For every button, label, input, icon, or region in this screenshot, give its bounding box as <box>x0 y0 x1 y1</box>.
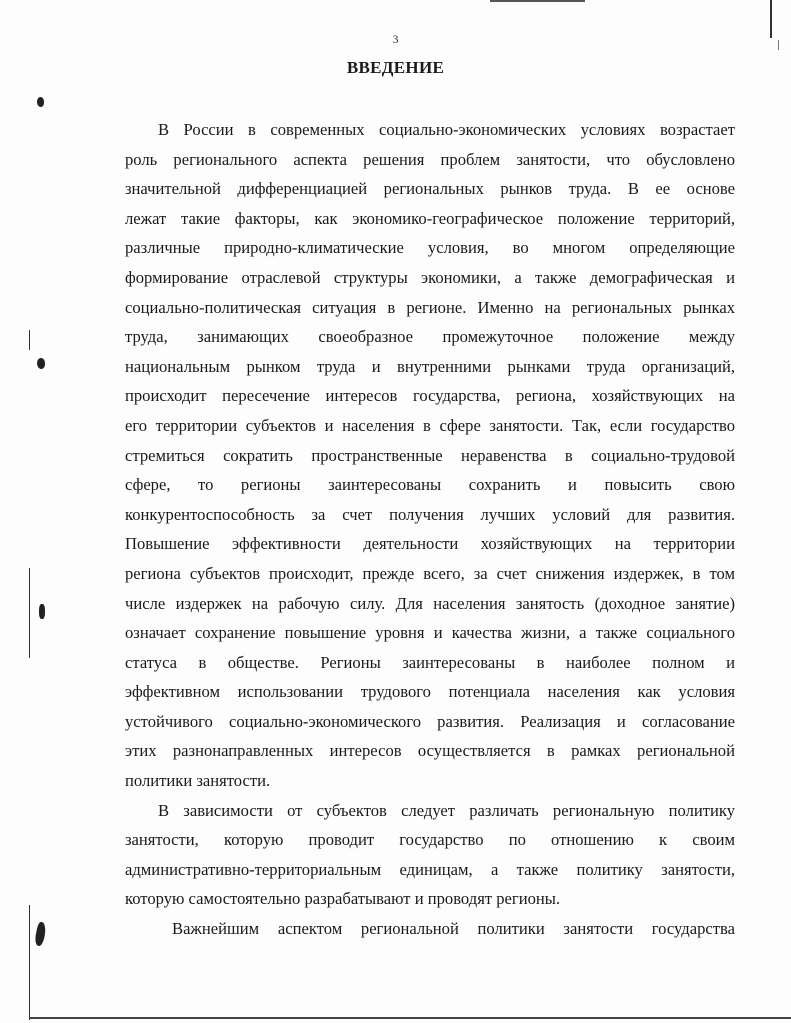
text-line: региона субъектов происходит, прежде всего, за счет снижения издержек, в том <box>125 563 735 583</box>
text-line: роль регионального аспекта решения проблем занятости, что обусловлено <box>125 149 735 169</box>
text-line: различные природно-климатические условия, во многом определяющие <box>125 238 735 258</box>
text-line: занятости, которую проводит государство по отношению к своим <box>125 830 735 850</box>
text-line: административно-территориальным единицам, а также политику занятости, <box>125 859 735 879</box>
text-line: эффективном использовании трудового потенциала населения как условия <box>125 682 735 702</box>
text-line: означает сохранение повышение уровня и качества жизни, а также социального <box>125 623 735 643</box>
text-line: конкурентоспособность за счет получения лучших условий для развития. <box>125 504 735 524</box>
scan-artifact-bottom-line <box>30 1017 791 1019</box>
text-line: В зависимости от субъектов следует различать региональную политику <box>158 800 735 820</box>
text-line: происходит пересечение интересов государства, региона, хозяйствующих на <box>125 386 735 406</box>
text-line: статуса в обществе. Регионы заинтересованы в наиболее полном и <box>125 652 735 672</box>
body-text <box>125 115 735 944</box>
text-line: числе издержек на рабочую силу. Для населения занятость (доходное занятие) <box>125 593 735 613</box>
text-line: устойчивого социально-экономического развития. Реализация и согласование <box>125 711 735 731</box>
text-line: политики занятости. <box>125 771 271 791</box>
scan-artifact-top-line <box>490 0 585 2</box>
text-line: лежат такие факторы, как экономико-географическое положение территорий, <box>125 208 735 228</box>
text-line: этих разнонаправленных интересов осуществляется в рамках региональной <box>125 741 735 761</box>
text-line: формирование отраслевой структуры экономики, а также демографическая и <box>125 267 735 287</box>
text-line: сфере, то регионы заинтересованы сохранить и повысить свою <box>125 475 735 495</box>
text-line: Повышение эффективности деятельности хозяйствующих на территории <box>125 534 735 554</box>
text-line: труда, занимающих своеобразное промежуточное положение между <box>125 327 735 347</box>
paragraph <box>125 914 735 944</box>
text-line: его территории субъектов и населения в сфере занятости. Так, если государство <box>125 415 735 435</box>
text-line: значительной дифференциацией региональных рынков труда. В ее основе <box>125 179 735 199</box>
binding-hole-mark <box>37 97 44 107</box>
binding-hole-mark <box>34 921 48 946</box>
text-line: национальным рынком труда и внутренними рынками труда организаций, <box>125 356 735 376</box>
text-line: В России в современных социально-экономических условиях возрастает <box>158 120 735 139</box>
text-line: Важнейшим аспектом региональной политики занятости государства <box>172 919 735 939</box>
binding-hole-mark <box>39 604 45 619</box>
paragraph <box>125 796 735 914</box>
binding-hole-mark <box>37 358 45 369</box>
page-title: ВВЕДЕНИЕ <box>346 58 445 77</box>
scan-artifact-left-line <box>29 568 30 658</box>
scan-artifact-left-line <box>29 905 30 1020</box>
text-line: стремиться сократить пространственные неравенства в социально-трудовой <box>125 445 735 465</box>
text-line: которую самостоятельно разрабатывают и проводят регионы. <box>125 889 561 909</box>
page-number: 3 <box>392 32 399 46</box>
scan-artifact-left-line <box>29 330 30 350</box>
paragraph <box>125 115 735 796</box>
text-line: социально-политическая ситуация в регионе. Именно на региональных рынках <box>125 297 735 317</box>
